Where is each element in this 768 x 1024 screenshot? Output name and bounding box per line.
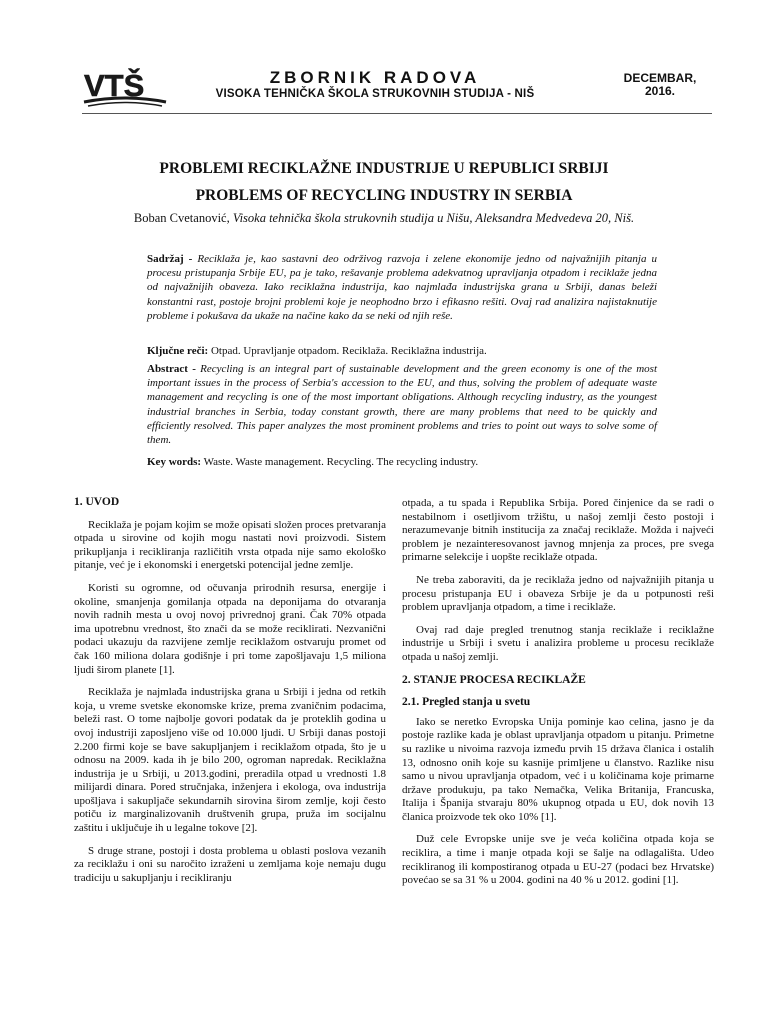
body-paragraph: Reciklaža je najmlađa industrijska grana u Srbiji i jedna od retkih koja, u vreme svetske ekonomske krize, prema zvaničnim podacima, beleži rast. O tome najbolje govori podatak da je proteklih godina u ovoj industriji zaposljeno više od 10.000 ljudi. U Srbiji danas postoji 2.200 firmi koje se bave sakupljanjem i reciklažom otpada, što je u odnosu na 2009. kada ih je bilo 200, ogroman napredak. Reciklažna industrija je u Srbiji, u 2013.godini, preradila otpad u vrednosti 1.8 milijardi dinara. Pored stručnjaka, inženjera i ekologa, ova industrija upošljava i sakupljače sekundarnih sirovina širom zemlje, koji često potiču iz marginalizovanih društvenih grupa, pruža im socijalnu zaštitu i uključuje ih u legalne tokove [2]. [74,686,386,835]
body-paragraph: Ovaj rad daje pregled trenutnog stanja reciklaže i reciklažne industrije u Srbiji i svetu i analizira probleme u procesu reciklaže otpada u našoj zemlji. [402,623,714,663]
body-paragraph: otpada, a tu spada i Republika Srbija. Pored činjenice da se radi o nestabilnom i osetljivom tržištu, u našoj zemlji često postoji i nerazumevanje bitnih institucija za značaj reciklaže. Možda i najveći problem je nezainteresovanost javnog mnjenja za proces, pre svega primarne selekcije i uopšte reciklaže otpada. [402,497,714,564]
journal-title: ZBORNIK RADOVA [269,68,481,87]
section-heading-uvod: 1. UVOD [74,496,120,508]
body-paragraph: Reciklaža je pojam kojim se može opisati složen proces pretvaranja otpada u sirovine od kojih mogu nastati novi proizvodi. Sistem prikupljanja i recikliranja različitih vrsta otpada nije samo ekološko pitanje, već je i ekonomski i energetski potencijal jedne zemlje. [74,518,386,572]
subsection-heading-svet: 2.1. Pregled stanja u svetu [402,696,531,709]
body-paragraph: Ne treba zaboraviti, da je reciklaža jedno od najvažnijih pitanja u procesu pristupanja EU i obaveza Srbije je da u potpunosti reši problem upravljanja otpadom, a time i reciklaže. [402,573,714,614]
header-divider [82,113,712,114]
paper-title-serbian: PROBLEMI RECIKLAŽNE INDUSTRIJE U REPUBLICI SRBIJI [159,160,609,177]
abstract-paragraph [147,362,657,447]
author-line [80,211,688,226]
body-paragraph: Koristi su ogromne, od očuvanja prirodnih resursa, energije i okoline, smanjenja gomilanja otpada na deponijama do otvaranja novih radnih mesta u ovoj novoj privrednoj grani. Čak 70% otpada ima upotrebnu vrednost, što znači da se može reciklirati. Nezvanični podaci ukazuju da razvijene zemlje reciklažom ostvaruju promet od čak 160 miliona dolara godišnje i pri tome zapošljavaju 1,5 miliona ljudi širom planete [1]. [74,581,386,676]
issue-date: DECEMBAR, 2016. [623,71,697,98]
abstract-label: Abstract - [147,363,196,375]
body-paragraph: Duž cele Evropske unije sve je veća količina otpada koja se reciklira, a time i manje otpada koji se šalje na odlagališta. Udeo recikliranog ili kompostiranog otpada u EU-27 (podaci bez Hrvatske) povećao se sa 31 % u 2004. godini na 40 % u 2012. godini [1]. [402,833,714,887]
author-name: Boban Cvetanović, [133,211,230,225]
keywords-label: Key words: [147,456,202,468]
body-paragraph: Iako se neretko Evropska Unija pominje kao celina, jasno je da postoje razlike kada je oblast upravljanja otpadom u pitanju. Primetne su razlike u nivoima razvoja između prvih 15 država članica i ostalih 13, odnosno onih koje su kasnije primljene u članstvo. Razlike nisu samo u nivou upravljanja otpadom, već i u količinama koje primarne države produkuju, pa tako Nemačka, Velika Britanija, Francuska, Italija i Španija stvaraju 80% ukupnog otpada u EU, dok novih 13 članica proizvode tek oko 10% [1]. [402,715,714,823]
kljucne-reci-label: Ključne reči: [147,345,209,357]
vts-logo [82,66,168,110]
sadrzaj-label: Sadržaj - [147,253,193,265]
section-heading-stanje: 2. STANJE PROCESA RECIKLAŽE [402,673,586,686]
body-paragraph: S druge strane, postoji i dosta problema u oblasti poslova vezanih za reciklažu i oni su naročito izraženi u zemljama koje nemaju dugu tradiciju u sakupljanju i recikliranju [74,844,386,884]
paper-title-english: PROBLEMS OF RECYCLING INDUSTRY IN SERBIA [195,187,573,204]
abstract-text: Recycling is an integral part of sustainable development and the green economy is one of the most important issues in the process of Serbia's accession to the EU, and thus, solving the problem of adequate waste management and recycling is one of the most important obligations. Although recycling industry, as the youngest industrial branches in Serbia, today constant growth, there are many problems that need to be quickly and efficiently resolved. This paper analyzes the most prominent problems and tries to point out ways to solve some of them. [147,363,658,447]
keywords-paragraph [147,455,657,469]
right-column [402,497,714,897]
kljucne-reci-text: Otpad. Upravljanje otpadom. Reciklaža. Reciklažna industrija. [210,345,487,357]
author-affiliation: Visoka tehnička škola strukovnih studija u Nišu, Aleksandra Medvedeva 20, Niš. [232,211,635,225]
kljucne-reci-paragraph [147,344,657,358]
svg-text:VTŠ: VTŠ [84,68,145,103]
sadrzaj-paragraph [147,252,657,323]
left-column [74,496,386,894]
keywords-text: Waste. Waste management. Recycling. The recycling industry. [203,456,479,468]
sadrzaj-text: Reciklaža je, kao sastavni deo održivog razvoja i zelene ekonomije jedno od najvažnijih pitanja u procesu pristupanja Srbije EU, pa je tako, rešavanje problema adekvatnog upravljanja otpadom i reciklaže jedna od najvažnijih obaveza. Iako reciklažna industrija, kao najmlađa industrijska grana u Srbiji, danas beleži konstantni rast, postoje brojni problemi koje je neophodno brzo i efikasno rešiti. Ovaj rad analizira najistaknutije probleme i pokušava da ukaže na načine kako da se neki od njih reše. [147,253,658,322]
institution-name: VISOKA TEHNIČKA ŠKOLA STRUKOVNIH STUDIJA - NIŠ [215,88,535,100]
